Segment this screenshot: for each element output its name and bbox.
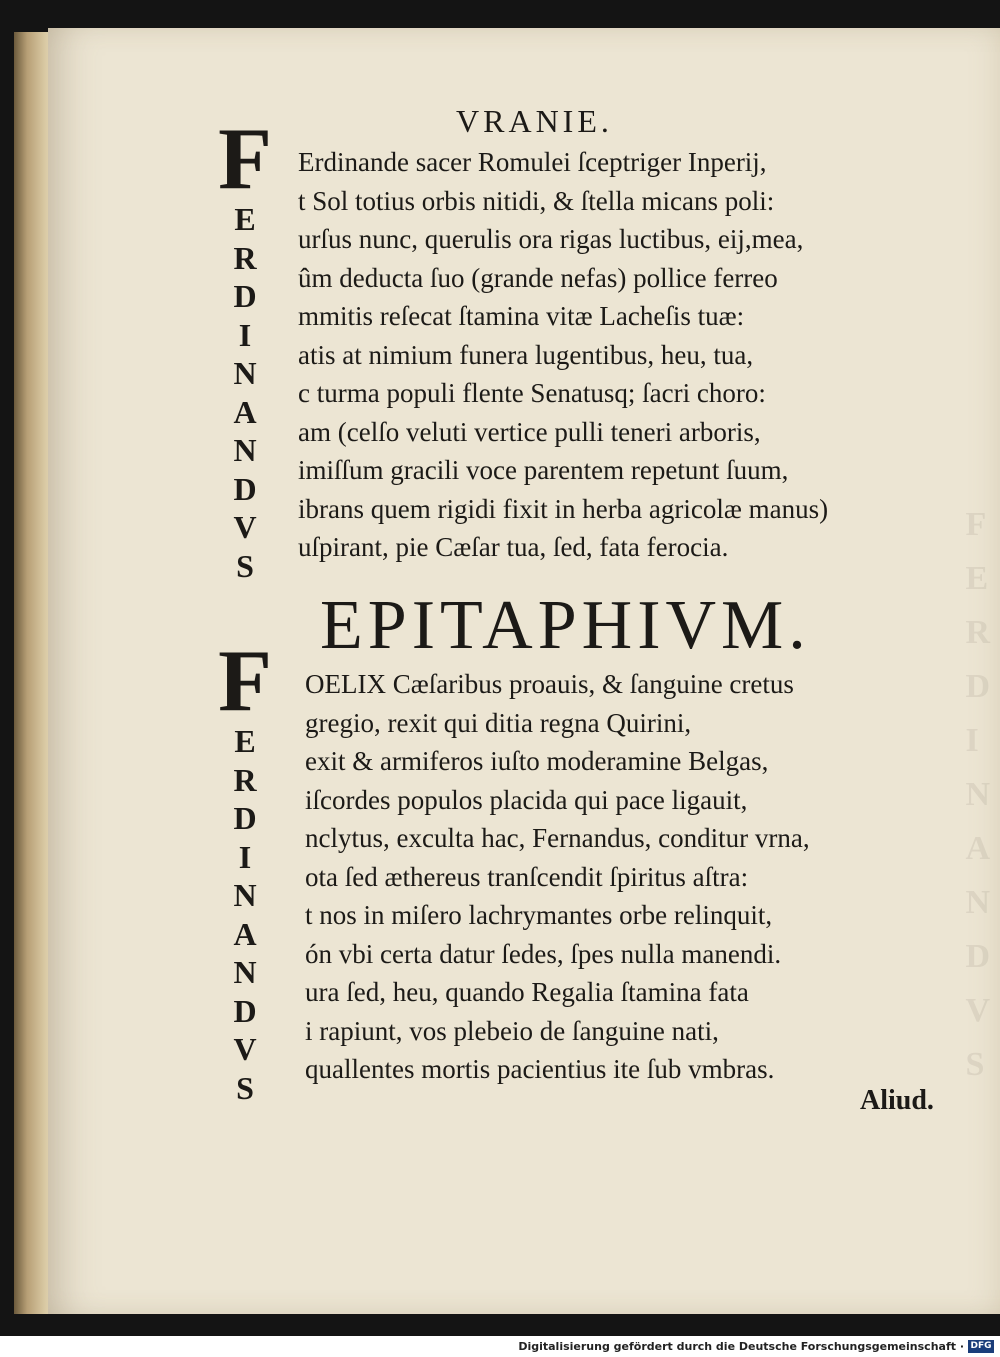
funding-credit: Digitalisierung gefördert durch die Deutsche Forschungsgemeinschaft · [518,1340,964,1353]
poem-1 [298,143,828,567]
acrostic-letter: S [236,1069,254,1106]
acrostic-letter: N [233,432,257,468]
verse-line: mmitis reſecat ſtamina vitæ Lacheſis tuæ: [298,301,745,331]
epitaph-title: EPITAPHIVM. [320,587,811,664]
verse-line: i rapiunt, vos plebeio de ſanguine nati, [305,1015,719,1046]
acrostic-initial: F [218,633,272,730]
dfg-logo-icon: DFG [968,1340,994,1353]
verse-line: uſpirant, pie Cæſar tua, ſed, fata ferocia. [298,532,729,562]
verse-line: t nos in miſero lachrymantes orbe relinquit, [305,900,773,930]
acrostic-letter: V [233,509,257,545]
acrostic-initial: F [218,111,272,208]
verse-line: ûm deducta ſuo (grande nefas) pollice ferreo [298,262,778,293]
acrostic-letter: D [233,800,257,836]
acrostic-letter: E [234,201,256,237]
verse-line: gregio, rexit qui ditia regna Quirini, [305,707,692,738]
acrostic-letter: E [234,723,256,759]
acrostic-letter: V [233,1031,257,1067]
verse-line: ura ſed, heu, quando Regalia ſtamina fata [305,977,749,1007]
acrostic-letter: S [236,547,254,584]
verse-line: ón vbi certa datur ſedes, ſpes nulla manendi. [305,938,782,969]
acrostic-letter: N [233,954,257,990]
catchword: Aliud. [860,1085,934,1116]
verse-line: c turma populi flente Senatusq; ſacri choro: [298,378,766,408]
verse-line: am (celſo veluti vertice pulli teneri arboris, [298,416,761,447]
verse-line: nclytus, exculta hac, Fernandus, conditur vrna, [305,823,810,853]
verse-line: ota ſed æthereus tranſcendit ſpiritus aſtra: [305,861,749,892]
verse-line: iſcordes populos placida qui pace ligauit, [305,784,748,815]
verse-line: imiſſum gracili voce parentem repetunt ſuum, [298,455,789,485]
verse-line: OELIX Cæſaribus proauis, & ſanguine cretus [305,669,794,699]
verse-line: urſus nunc, querulis ora rigas luctibus, eij,mea, [298,224,804,254]
verse-line: exit & armiferos iuſto moderamine Belgas, [305,746,769,776]
acrostic-letter: R [233,761,257,798]
acrostic-letter: N [233,355,257,391]
acrostic-letter: I [238,316,252,353]
verse-line: quallentes mortis pacientius ite ſub vmbras. [305,1054,775,1084]
bleed-through-shadow: F E R D I N A N D V S [965,506,990,1083]
verse-line: Erdinande sacer Romulei ſceptriger Inperij, [298,147,767,177]
verse-line: t Sol totius orbis nitidi, & ſtella micans poli: [298,185,775,216]
acrostic-letter: D [233,992,257,1029]
acrostic-letter: D [233,470,257,507]
verse-line: ibrans quem rigidi fixit in herba agricolæ manus) [298,493,829,524]
acrostic-column-2 [215,633,275,1107]
acrostic-letter: I [238,838,252,875]
acrostic-letter: A [233,393,257,430]
acrostic-letter: A [233,915,257,952]
page-header: VRANIE. [456,103,613,139]
acrostic-letter: R [233,239,257,276]
verse-line: atis at nimium funera lugentibus, heu, tua, [298,339,754,370]
acrostic-letter: D [233,278,257,314]
acrostic-letter: N [233,877,257,913]
footer-bar [0,1336,1000,1357]
poem-2 [305,665,810,1089]
acrostic-column-1 [215,111,275,585]
